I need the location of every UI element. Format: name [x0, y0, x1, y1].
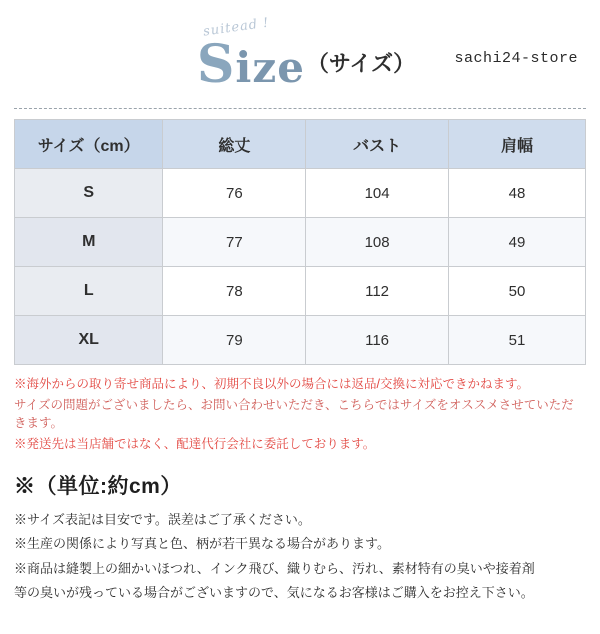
cell-bust: 116 [306, 316, 449, 365]
column-header-bust: バスト [306, 120, 449, 169]
cell-shoulder: 49 [448, 218, 585, 267]
cell-shoulder: 48 [448, 169, 585, 218]
cell-length: 77 [163, 218, 306, 267]
general-note-line: ※生産の関係により写真と色、柄が若干異なる場合があります。 [14, 536, 390, 551]
table-row [15, 316, 586, 365]
cell-bust: 112 [306, 267, 449, 316]
table-header [15, 120, 586, 169]
general-note-line: 等の臭いが残っている場合がございますので、気になるお客様はご購入をお控え下さい。 [14, 585, 534, 600]
title-rest: ize [235, 43, 305, 92]
table-body [15, 169, 586, 365]
page-title-jp: （サイズ） [306, 51, 416, 76]
store-brand-label: sachi24-store [454, 50, 578, 67]
cell-shoulder: 50 [448, 267, 585, 316]
warning-note-line: サイズの問題がございましたら、お問い合わせいただき、こちらではサイズをオススメさせていただきます。 [14, 398, 574, 431]
cell-size: M [15, 218, 163, 267]
page-title [197, 34, 305, 95]
table-header-row [15, 120, 586, 169]
cell-size: L [15, 267, 163, 316]
size-chart-page [0, 15, 600, 634]
cell-shoulder: 51 [448, 316, 585, 365]
cell-size: S [15, 169, 163, 218]
column-header-shoulder: 肩幅 [448, 120, 585, 169]
general-note-line: ※商品は縫製上の細かいほつれ、インク飛び、織りむら、汚れ、素材特有の臭いや接着剤 [14, 560, 535, 576]
general-note-line: ※サイズ表記は目安です。誤差はご了承ください。 [14, 511, 311, 527]
size-table [14, 119, 586, 365]
table-row [15, 267, 586, 316]
cell-size: XL [15, 316, 163, 365]
title-inner [185, 15, 416, 95]
general-notes [14, 510, 586, 603]
cell-length: 76 [163, 169, 306, 218]
title-capital-letter: S [196, 34, 236, 95]
cell-length: 79 [163, 316, 306, 365]
title-block [14, 15, 586, 104]
cell-bust: 108 [306, 218, 449, 267]
warning-note-line: ※海外からの取り寄せ商品により、初期不良以外の場合には返品/交換に対応できかねます。 [14, 377, 529, 391]
warning-note-line: ※発送先は当店舗ではなく、配達代行会社に委託しております。 [14, 437, 376, 452]
title-script-accent: suitead ! [202, 15, 271, 40]
cell-length: 78 [163, 267, 306, 316]
divider-dashed [14, 108, 586, 109]
table-row [15, 169, 586, 218]
cell-bust: 104 [306, 169, 449, 218]
column-header-size: サイズ（cm） [15, 120, 163, 169]
unit-note: ※（単位:約cm） [14, 474, 182, 498]
table-row [15, 218, 586, 267]
warning-notes [14, 375, 586, 454]
column-header-length: 総丈 [163, 120, 306, 169]
